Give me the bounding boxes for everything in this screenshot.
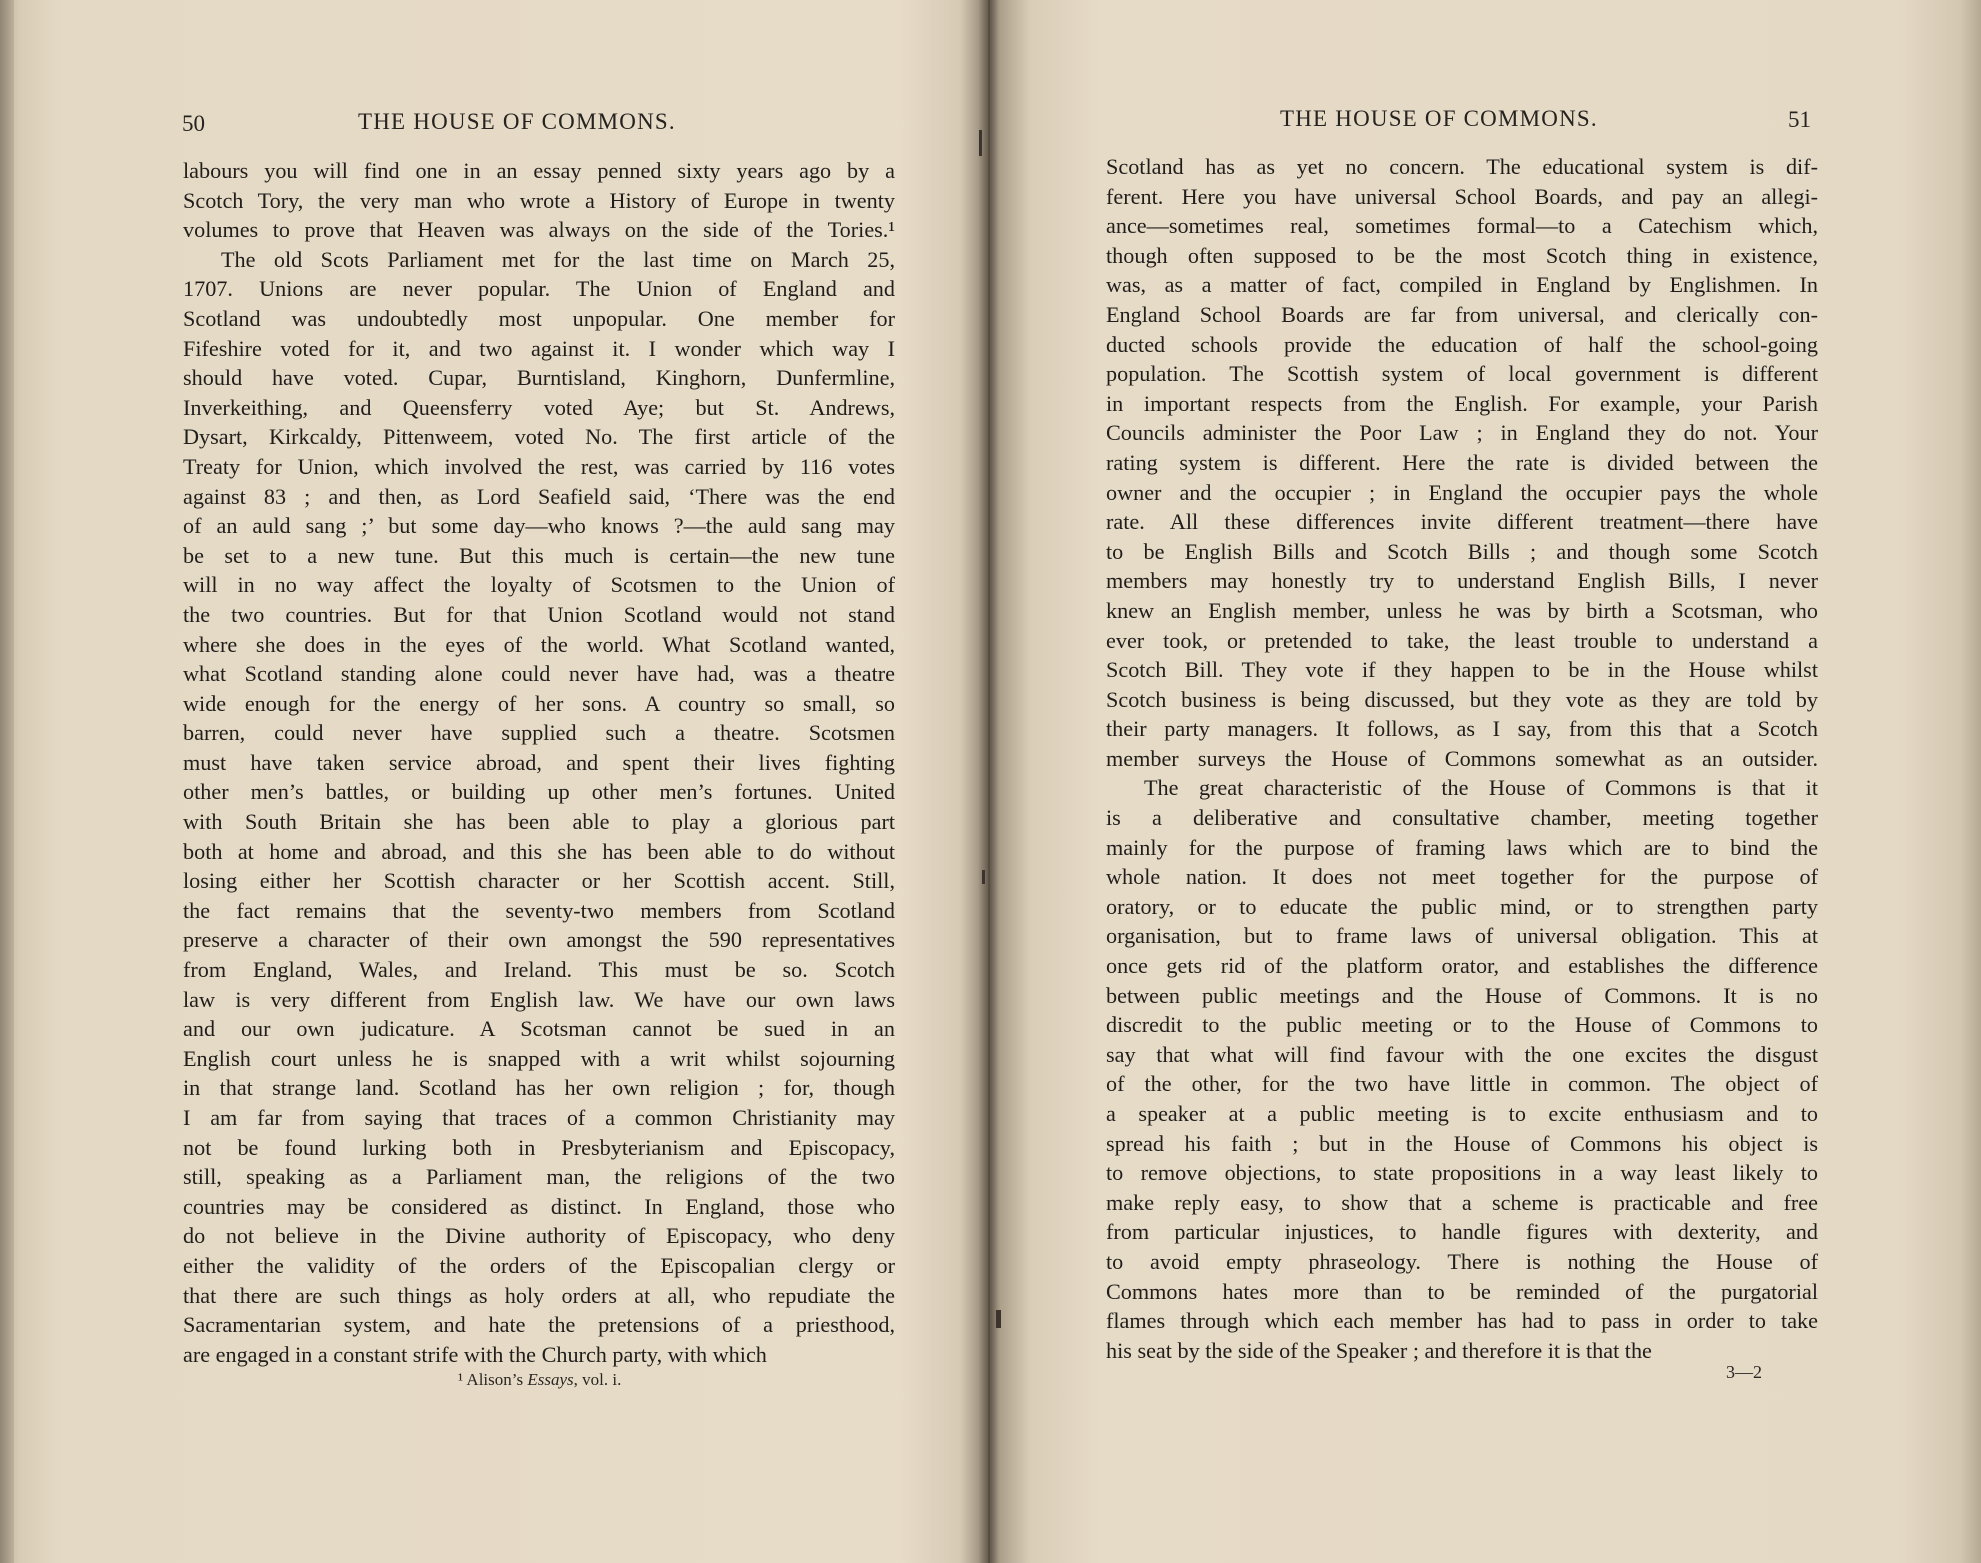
running-head: THE HOUSE OF COMMONS. <box>358 109 676 134</box>
text-line: both at home and abroad, and this she has been able to do without <box>183 838 895 864</box>
text-line: rate. All these differences invite different treatment—there have <box>1106 509 1818 535</box>
text-line: between public meetings and the House of Commons. It is no <box>1106 982 1818 1008</box>
text-line: rating system is different. Here the rate is divided between the <box>1106 449 1818 475</box>
text-line: Scotch Bill. They vote if they happen to be in the House whilst <box>1106 657 1818 683</box>
text-line: organisation, but to frame laws of universal obligation. This at <box>1106 923 1818 949</box>
text-line: where she does in the eyes of the world. What Scotland wanted, <box>183 631 895 657</box>
text-line: wide enough for the energy of her sons. A country so small, so <box>183 690 895 716</box>
book-gutter <box>978 0 1000 1563</box>
text-line: The great characteristic of the House of Commons is that it <box>1144 775 1818 801</box>
text-line: Inverkeithing, and Queensferry voted Aye; but St. Andrews, <box>183 394 895 420</box>
text-line: of the other, for the two have little in common. The object of <box>1106 1071 1818 1097</box>
footnote-author: Alison’s <box>466 1370 524 1389</box>
footnote-volume: , vol. i. <box>573 1370 622 1389</box>
text-line: English court unless he is snapped with a writ whilst sojourning <box>183 1045 895 1071</box>
text-line: losing either her Scottish character or her Scottish accent. Still, <box>183 868 895 894</box>
text-line: the two countries. But for that Union Scotland would not stand <box>183 601 895 627</box>
running-head: THE HOUSE OF COMMONS. <box>1280 106 1598 131</box>
text-line: and our own judicature. A Scotsman cannot be sued in an <box>183 1016 895 1042</box>
text-line: with South Britain she has been able to play a glorious part <box>183 809 895 835</box>
text-line: say that what will find favour with the one excites the disgust <box>1106 1041 1818 1067</box>
text-line: the fact remains that the seventy-two members from Scotland <box>183 897 895 923</box>
text-line: must have taken service abroad, and spent their lives fighting <box>183 749 895 775</box>
text-line: Scotland has as yet no concern. The educational system is dif- <box>1106 154 1818 179</box>
text-line: do not believe in the Divine authority of Episcopacy, who deny <box>183 1223 895 1249</box>
text-line: is a deliberative and consultative chamber, meeting together <box>1106 805 1818 831</box>
text-line: are engaged in a constant strife with the Church party, with which <box>183 1341 767 1367</box>
text-line: still, speaking as a Parliament man, the religions of the two <box>183 1164 895 1190</box>
text-line: their party managers. It follows, as I say, from this that a Scotch <box>1106 716 1818 742</box>
text-line: whole nation. It does not meet together for the purpose of <box>1106 864 1818 890</box>
text-line: owner and the occupier ; in England the occupier pays the whole <box>1106 479 1818 505</box>
text-line: make reply easy, to show that a scheme is practicable and free <box>1106 1189 1818 1215</box>
text-line: Commons hates more than to be reminded of the purgatorial <box>1106 1278 1818 1304</box>
text-line: Councils administer the Poor Law ; in England they do not. Your <box>1106 420 1818 446</box>
text-line: members may honestly try to understand English Bills, I never <box>1106 568 1818 594</box>
text-line: spread his faith ; but in the House of Commons his object is <box>1106 1130 1818 1156</box>
text-line: will in no way affect the loyalty of Scotsmen to the Union of <box>183 572 895 598</box>
text-line: 1707. Unions are never popular. The Union of England and <box>183 276 895 302</box>
body-text <box>1106 152 1818 1365</box>
text-line: in important respects from the English. For example, your Parish <box>1106 390 1818 416</box>
text-line: other men’s battles, or building up other men’s fortunes. United <box>183 779 895 805</box>
text-line: be set to a new tune. But this much is certain—the new tune <box>183 542 895 568</box>
text-line: flames through which each member has had to pass in order to take <box>1106 1308 1818 1334</box>
text-line: though often supposed to be the most Scotch thing in existence, <box>1106 242 1818 268</box>
text-line: knew an English member, unless he was by birth a Scotsman, who <box>1106 597 1818 623</box>
text-line: should have voted. Cupar, Burntisland, Kinghorn, Dunfermline, <box>183 365 895 391</box>
text-line: volumes to prove that Heaven was always on the side of the Tories.¹ <box>183 217 895 243</box>
text-line: I am far from saying that traces of a common Christianity may <box>183 1105 895 1130</box>
text-line: labours you will find one in an essay penned sixty years ago by a <box>183 158 895 183</box>
text-line: from England, Wales, and Ireland. This must be so. Scotch <box>183 957 895 983</box>
page-number: 51 <box>1788 107 1811 132</box>
footnote <box>458 1370 621 1390</box>
text-line: what Scotland standing alone could never have had, was a theatre <box>183 661 895 687</box>
text-line: Sacramentarian system, and hate the pretensions of a priesthood, <box>183 1312 895 1338</box>
text-line: to remove objections, to state propositions in a way least likely to <box>1106 1160 1818 1186</box>
text-line: his seat by the side of the Speaker ; and therefore it is that the <box>1106 1337 1652 1363</box>
footnote-title: Essays <box>527 1370 574 1389</box>
text-line: The old Scots Parliament met for the last time on March 25, <box>221 246 895 272</box>
footnote-marker: ¹ <box>458 1370 464 1389</box>
left-page <box>0 0 980 1563</box>
text-line: once gets rid of the platform orator, and establishes the difference <box>1106 953 1818 979</box>
text-line: was, as a matter of fact, compiled in England by Englishmen. In <box>1106 272 1818 298</box>
text-line: either the validity of the orders of the Episcopalian clergy or <box>183 1252 895 1278</box>
text-line: oratory, or to educate the public mind, or to strengthen party <box>1106 893 1818 919</box>
text-line: of an auld sang ;’ but some day—who knows ?—the auld sang may <box>183 513 895 539</box>
text-line: Scotland was undoubtedly most unpopular. One member for <box>183 305 895 331</box>
signature-mark: 3—2 <box>1726 1362 1762 1382</box>
text-line: ever took, or pretended to take, the least trouble to understand a <box>1106 627 1818 653</box>
text-line: discredit to the public meeting or to the House of Commons to <box>1106 1012 1818 1038</box>
text-line: mainly for the purpose of framing laws which are to bind the <box>1106 834 1818 860</box>
text-line: from particular injustices, to handle figures with dexterity, and <box>1106 1219 1818 1245</box>
gutter-stitch <box>982 870 985 884</box>
text-line: preserve a character of their own amongst the 590 representatives <box>183 927 895 953</box>
text-line: law is very different from English law. We have our own laws <box>183 986 895 1012</box>
text-line: Dysart, Kirkcaldy, Pittenweem, voted No. The first article of the <box>183 424 895 450</box>
text-line: ducted schools provide the education of half the school-going <box>1106 331 1818 357</box>
text-line: not be found lurking both in Presbyterianism and Episcopacy, <box>183 1134 895 1160</box>
page-number: 50 <box>182 111 205 136</box>
text-line: member surveys the House of Commons somewhat as an outsider. <box>1106 745 1818 771</box>
body-text <box>183 156 895 1369</box>
right-page <box>1000 0 1981 1563</box>
text-line: Scotch Tory, the very man who wrote a History of Europe in twenty <box>183 187 895 213</box>
text-line: barren, could never have supplied such a theatre. Scotsmen <box>183 720 895 746</box>
text-line: ance—sometimes real, sometimes formal—to a Catechism which, <box>1106 213 1818 239</box>
text-line: Fifeshire voted for it, and two against it. I wonder which way I <box>183 335 895 361</box>
text-line: in that strange land. Scotland has her own religion ; for, though <box>183 1075 895 1101</box>
text-line: to avoid empty phraseology. There is nothing the House of <box>1106 1248 1818 1274</box>
text-line: ferent. Here you have universal School Boards, and pay an allegi- <box>1106 183 1818 209</box>
text-line: Scotch business is being discussed, but they vote as they are told by <box>1106 686 1818 712</box>
text-line: against 83 ; and then, as Lord Seafield said, ‘There was the end <box>183 483 895 509</box>
text-line: Treaty for Union, which involved the rest, was carried by 116 votes <box>183 453 895 479</box>
text-line: to be English Bills and Scotch Bills ; and though some Scotch <box>1106 538 1818 564</box>
text-line: population. The Scottish system of local government is different <box>1106 361 1818 387</box>
text-line: England School Boards are far from universal, and clerically con- <box>1106 301 1818 327</box>
text-line: a speaker at a public meeting is to excite enthusiasm and to <box>1106 1101 1818 1126</box>
text-line: that there are such things as holy orders at all, who repudiate the <box>183 1282 895 1308</box>
text-line: countries may be considered as distinct. In England, those who <box>183 1193 895 1219</box>
